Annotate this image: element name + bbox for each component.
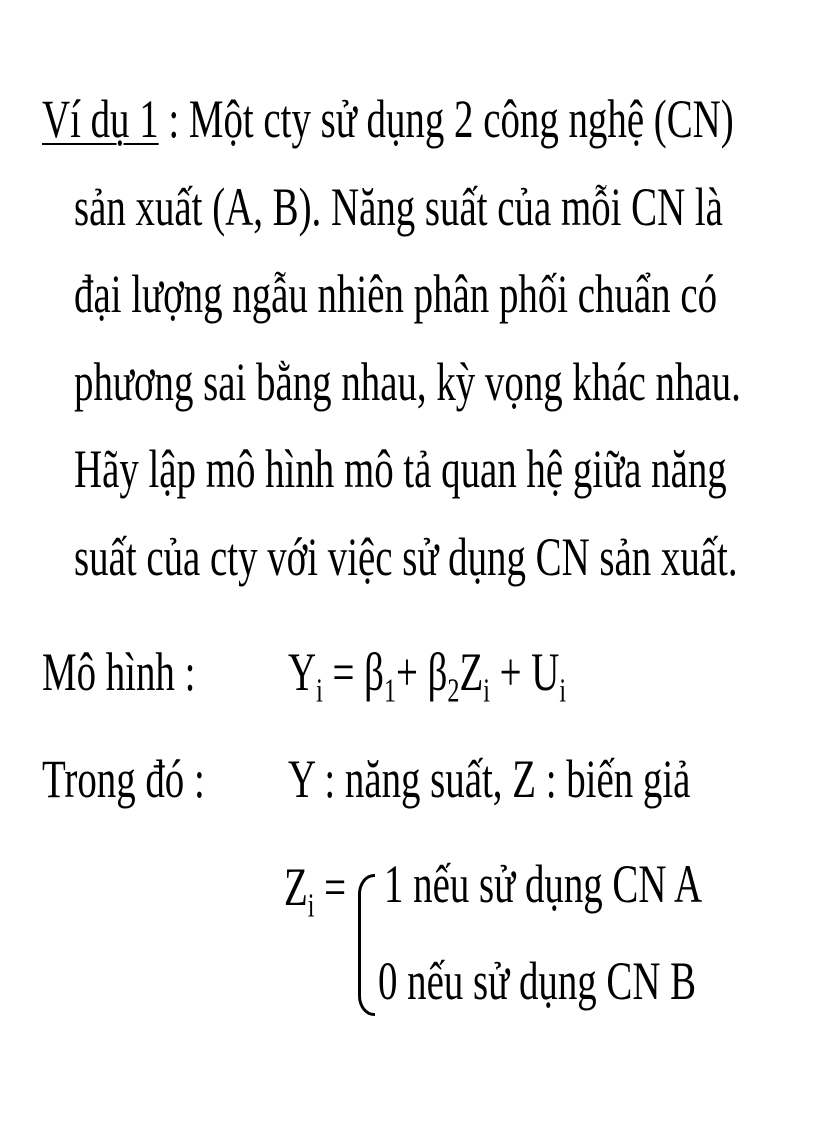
eq-Z: Z (459, 642, 484, 702)
eq-sub-i3: i (559, 672, 567, 710)
where-text: Y : năng suất, Z : biến giả (288, 749, 691, 809)
example-line-4: phương sai bằng nhau, kỳ vọng khác nhau. (74, 352, 741, 412)
dummy-case-0: 0 nếu sử dụng CN B (378, 951, 697, 1011)
example-line-3: đại lượng ngẫu nhiên phân phối chuẩn có (74, 264, 718, 324)
example-label: Ví dụ 1 (42, 89, 159, 149)
case-brace (358, 874, 375, 1016)
model-label: Mô hình : (42, 642, 196, 702)
eq-Y: Y (288, 642, 317, 702)
where-label: Trong đó : (42, 749, 205, 809)
dummy-sub-i: i (307, 887, 315, 925)
dummy-eq: = (314, 857, 347, 917)
example-line-1 (42, 89, 734, 149)
example-line-6: suất của cty với việc sử dụng CN sản xuất. (74, 527, 738, 587)
eq-sub-i2: i (483, 672, 490, 710)
example-line-1-text: : Một cty sử dụng 2 công nghệ (CN) (158, 89, 734, 149)
eq-beta2: + β (395, 642, 448, 702)
eq-beta1: = β (322, 642, 384, 702)
eq-sub-2: 2 (447, 672, 460, 710)
dummy-lhs (284, 857, 347, 925)
eq-sub-i1: i (316, 672, 323, 710)
model-equation (288, 642, 567, 710)
dummy-Z: Z (284, 857, 308, 917)
eq-sub-1: 1 (383, 672, 396, 710)
eq-U: + U (489, 642, 560, 702)
example-line-5: Hãy lập mô hình mô tả quan hệ giữa năng (74, 439, 727, 499)
dummy-case-1: 1 nếu sử dụng CN A (384, 854, 703, 914)
example-line-2: sản xuất (A, B). Năng suất của mỗi CN là (74, 177, 723, 237)
